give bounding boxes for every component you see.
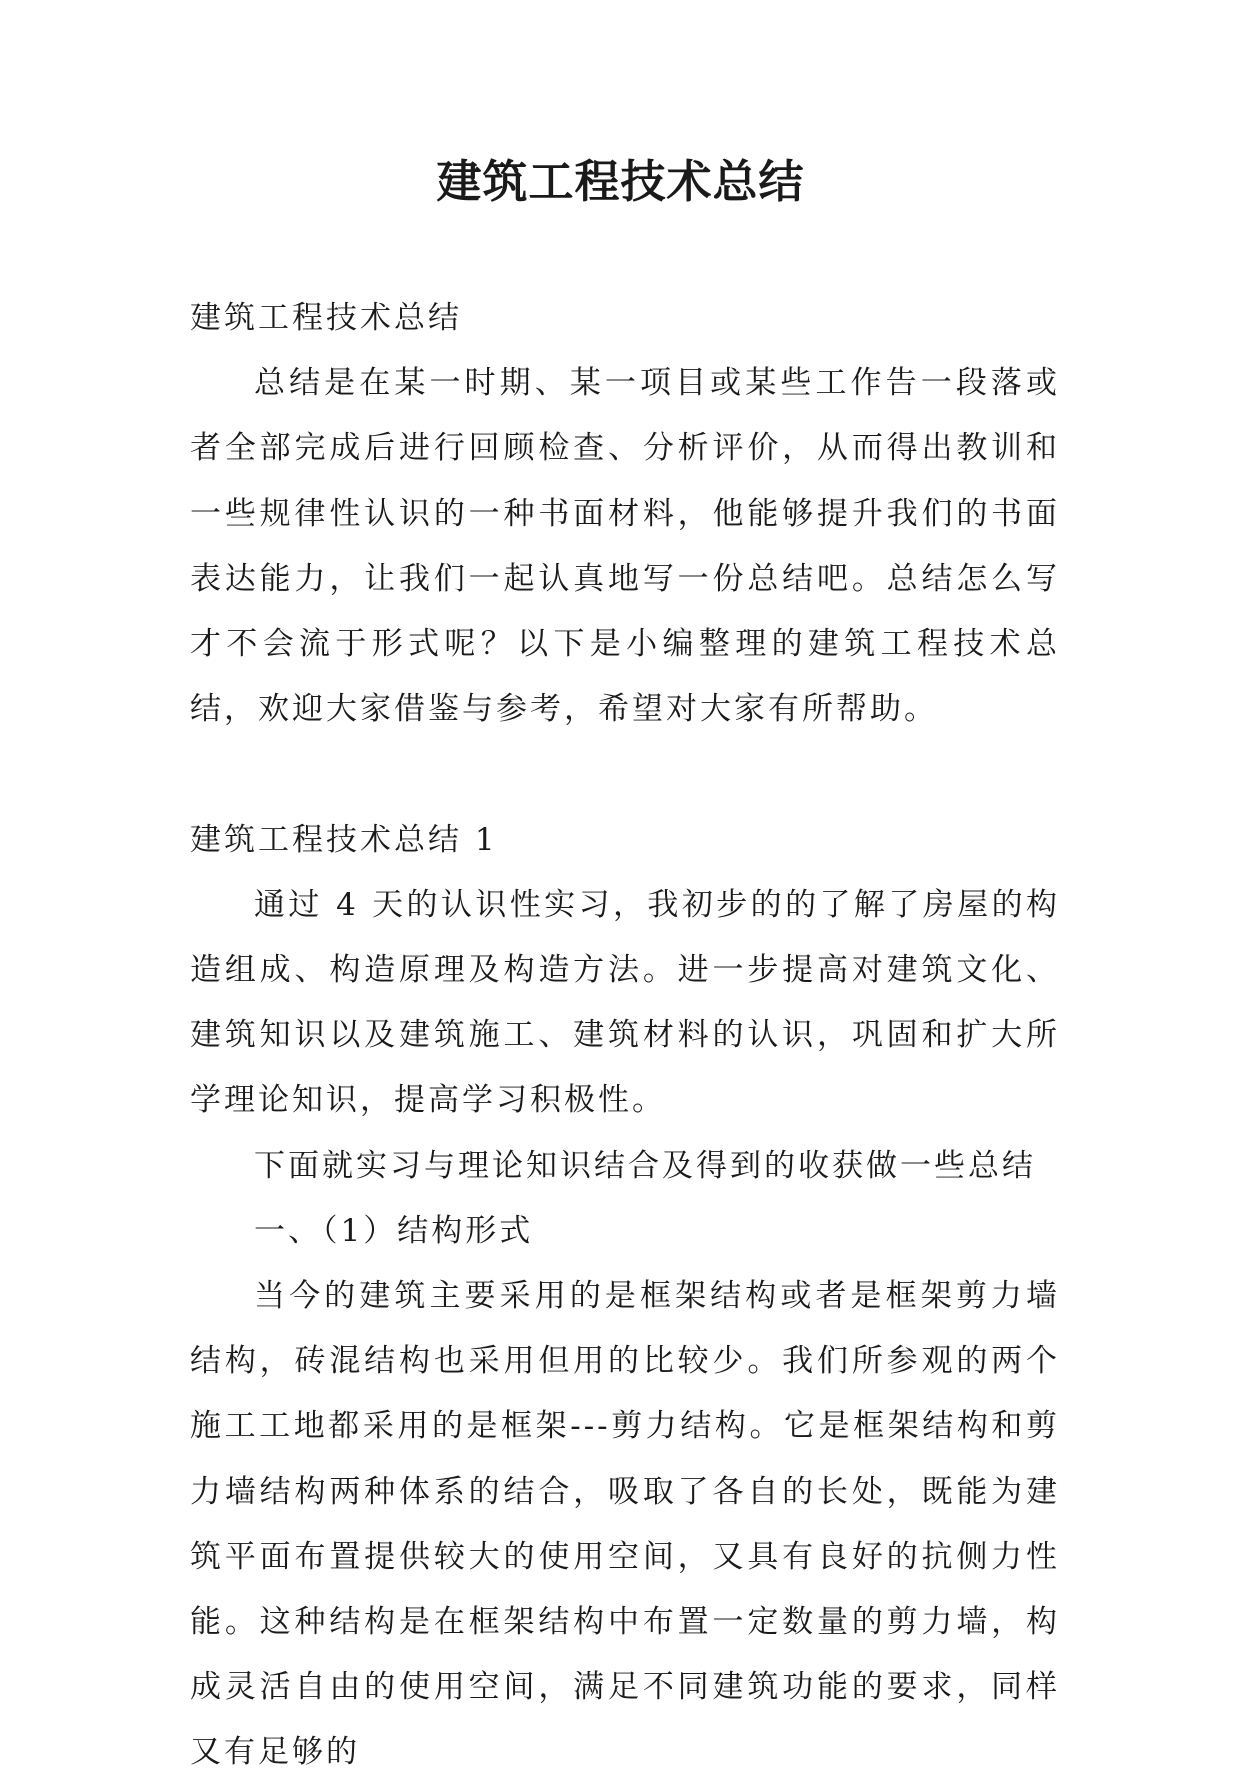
section-heading: 建筑工程技术总结 1 <box>190 821 498 858</box>
paragraph-spacer <box>190 742 1060 807</box>
body-paragraph-1: 通过 4 天的认识性实习，我初步的的了解了房屋的构造组成、构造原理及构造方法。进一步提高对建筑文化、建筑知识以及建筑施工、建筑材料的认识，巩固和扩大所学理论知识，提高学习积极性。 <box>190 886 1060 1119</box>
intro-paragraph: 总结是在某一时期、某一项目或某些工作告一段落或者全部完成后进行回顾检查、分析评价，从而得出教训和一些规律性认识的一种书面材料，他能够提升我们的书面表达能力，让我们一起认真地写一份总结吧。总结怎么写才不会流于形式呢？以下是小编整理的建筑工程技术总结，欢迎大家借鉴与参考，希望对大家有所帮助。 <box>190 365 1060 728</box>
body-paragraph-2: 下面就实习与理论知识结合及得到的收获做一些总结 <box>254 1147 1036 1184</box>
subsection-heading: 一、（1）结构形式 <box>254 1212 534 1249</box>
document-subtitle: 建筑工程技术总结 <box>190 300 462 336</box>
document-body <box>190 286 1060 1786</box>
body-paragraph-3: 当今的建筑主要采用的是框架结构或者是框架剪力墙结构，砖混结构也采用但用的比较少。我们所参观的两个施工工地都采用的是框架---剪力结构。它是框架结构和剪力墙结构两种体系的结合，吸取了各自的长处，既能为建筑平面布置提供较大的使用空间，又具有良好的抗侧力性能。这种结构是在框架结构中布置一定数量的剪力墙，构成灵活自由的使用空间，满足不同建筑功能的要求，同样又有足够的 <box>190 1278 1060 1771</box>
document-title: 建筑工程技术总结 <box>436 155 805 208</box>
